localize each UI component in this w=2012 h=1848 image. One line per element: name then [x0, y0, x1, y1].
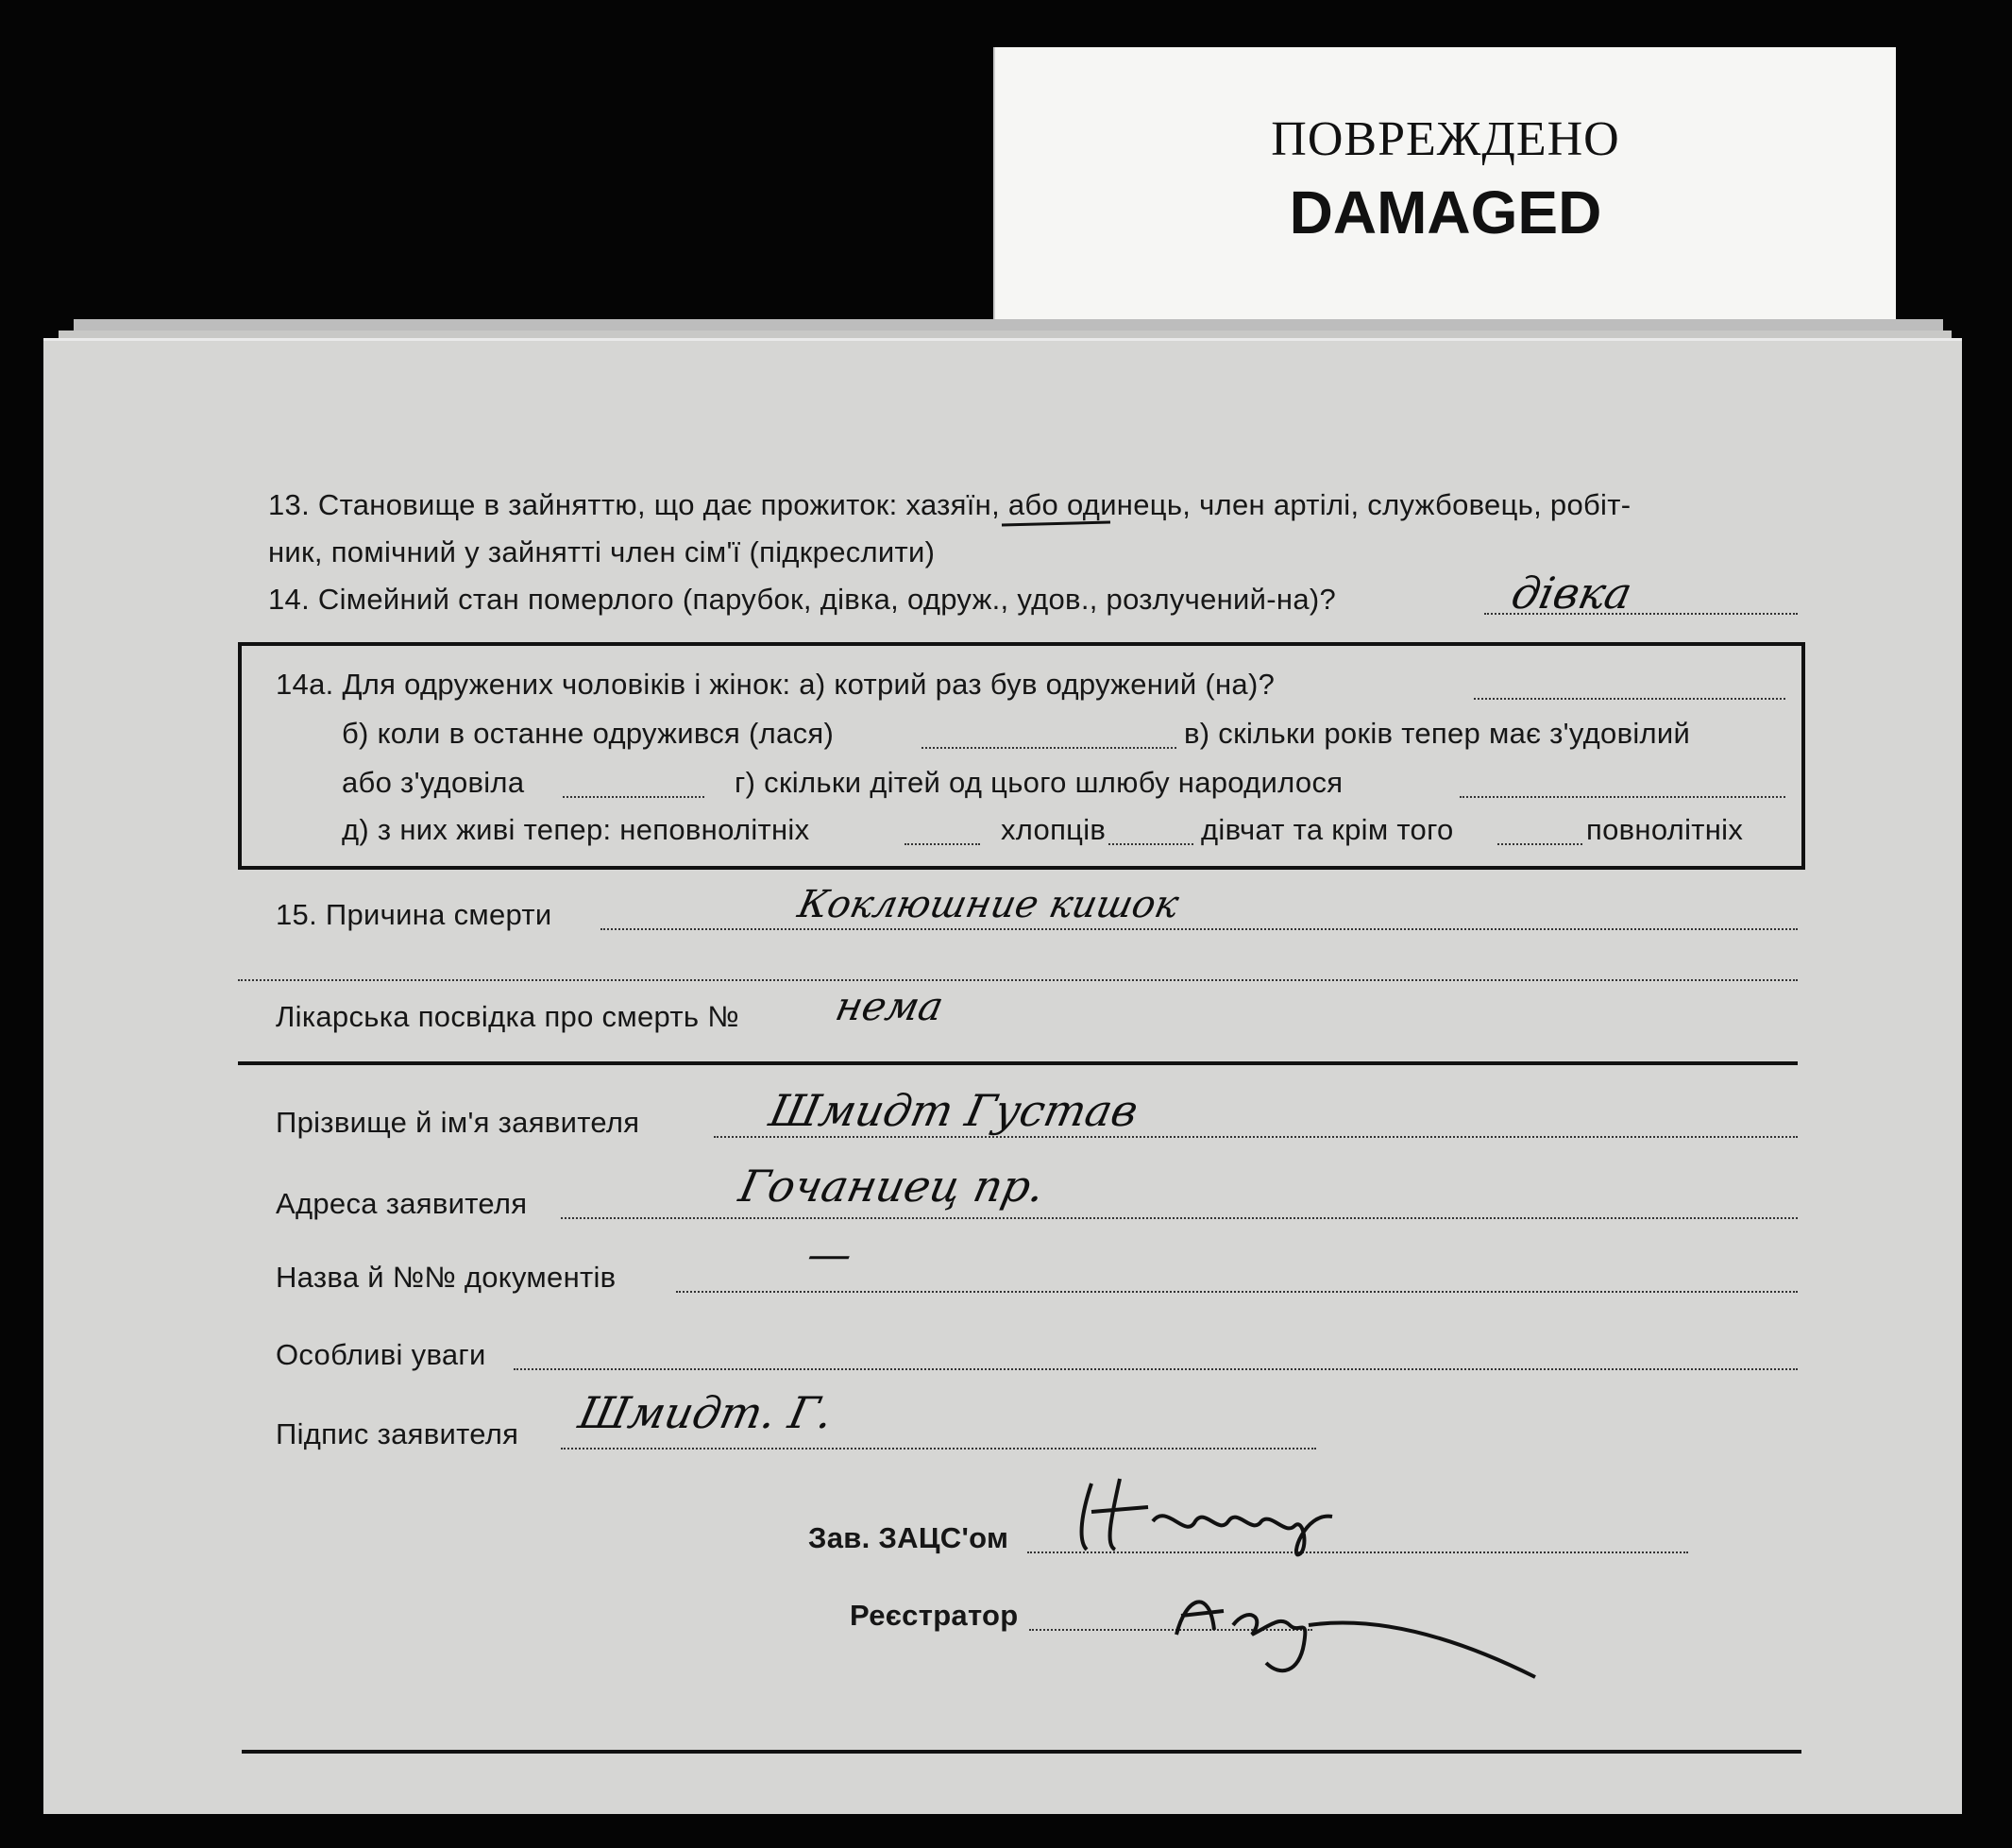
q14a-line-3b: г) скільки дітей од цього шлюбу народилося: [735, 766, 1344, 799]
death-certificate-label: Лікарська посвідка про смерть №: [276, 1000, 739, 1033]
q13-underline-mark: [997, 511, 1120, 549]
documents-line: [676, 1291, 1798, 1293]
q15-answer-line: [600, 928, 1798, 930]
applicant-name-label: Прізвище й ім'я заявителя: [276, 1106, 640, 1139]
q14a-line-2-dots: [921, 747, 1176, 749]
q14a-line-3a-dots: [563, 796, 704, 798]
q15-label: 15. Причина смерти: [276, 898, 552, 931]
damaged-label-ukrainian: ПОВРЕЖДЕНО: [1271, 112, 1620, 166]
q14a-line-3a: або з'удовіла: [342, 766, 525, 799]
q13-line-2: ник, помічний у зайнятті член сім'ї (підкреслити): [268, 535, 936, 568]
remarks-label: Особливі уваги: [276, 1338, 486, 1371]
q14a-line-1-dots: [1474, 698, 1785, 700]
q14a-line-2a: б) коли в останне одружився (лася): [342, 717, 835, 750]
zags-head-label: Зав. ЗАЦС'ом: [808, 1521, 1009, 1554]
applicant-signature-label: Підпис заявителя: [276, 1417, 519, 1450]
q14a-line-4a: д) з них живі тепер: неповнолітніх: [342, 813, 810, 846]
damaged-label-slip: [993, 47, 1896, 327]
section-divider-bottom: [242, 1750, 1801, 1754]
documents-answer: —: [803, 1229, 857, 1280]
remarks-line: [514, 1368, 1798, 1370]
applicant-address-answer: Гочаниец пр.: [735, 1161, 1050, 1212]
applicant-address-line: [561, 1217, 1798, 1219]
applicant-name-answer: Шмидт Густав: [765, 1085, 1143, 1136]
q14a-line-2b: в) скільки років тепер має з'удовілий: [1184, 717, 1691, 750]
applicant-name-line: [714, 1136, 1798, 1138]
q14a-line-4c: дівчат та крім того: [1201, 813, 1454, 846]
q14a-line-4a-dots: [905, 843, 980, 845]
q14-label: 14. Сімейний стан померлого (парубок, дівка, одруж., удов., розлучений-на)?: [268, 583, 1337, 616]
registrar-label: Реєстратор: [850, 1599, 1019, 1632]
damaged-label-english: DAMAGED: [1289, 178, 1602, 246]
documents-label: Назва й №№ документів: [276, 1261, 617, 1294]
q14a-line-4d: повнолітніх: [1586, 813, 1744, 846]
zags-head-signature: [1063, 1455, 1365, 1568]
q14a-line-4c-dots: [1497, 843, 1582, 845]
applicant-address-label: Адреса заявителя: [276, 1187, 528, 1220]
death-record-form-page: [43, 338, 1962, 1814]
death-certificate-answer: нема: [831, 983, 948, 1029]
q14a-line-3b-dots: [1460, 796, 1785, 798]
q14a-line-1: 14а. Для одружених чоловіків і жінок: а) котрий раз був одружений (на)?: [276, 668, 1276, 701]
q15-answer: Коклюшние кишок: [794, 883, 1183, 926]
q15-answer-line-2: [238, 979, 1798, 981]
applicant-signature-line: [561, 1448, 1316, 1450]
section-divider-top: [238, 1061, 1798, 1065]
q14a-line-4b-dots: [1108, 843, 1193, 845]
applicant-signature-answer: Шмидт. Г.: [574, 1387, 838, 1438]
q14a-line-4b: хлопців: [1001, 813, 1107, 846]
q14-answer: дівка: [1507, 568, 1637, 619]
registrar-signature: [1158, 1559, 1554, 1691]
q13-line-1: 13. Становище в зайняттю, що дає прожиток: хазяїн, або одинець, член артілі, службовець, робіт-: [268, 488, 1632, 521]
